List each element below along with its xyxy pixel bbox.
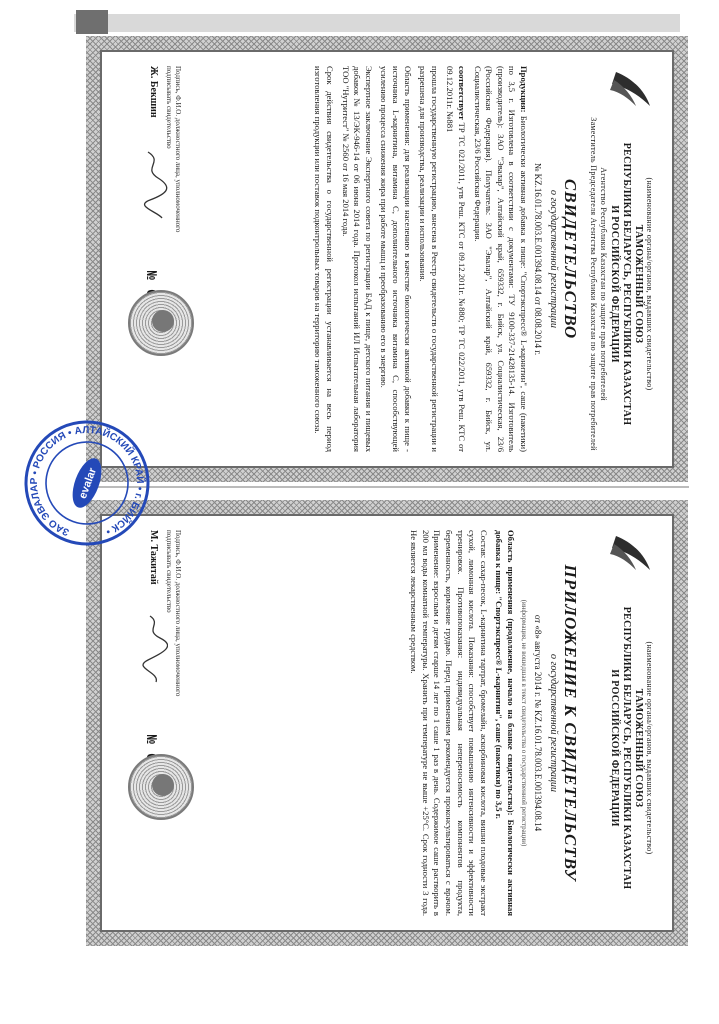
customs-union-emblem-icon [608,530,654,574]
validity-text: Срок действия свидетельства о государственной регистрации устанавливается на весь период изготовления продукции или поставок подконтрольных товаров на территорию таможенного союза. [313,66,336,452]
appendix-usage-text: Область применения (продолжение, начало на бланке свидетельства): Биологически активная добавка к пище: "Спортэкспресс® L-карнитин", саше (пакетики) по 3,5 г. [494,530,516,916]
certificate-bottom-header-text [608,580,654,916]
official-seal-icon [128,290,194,356]
certificate-top-body [312,66,529,452]
union-name: ТАМОЖЕННЫЙ СОЮЗ [633,688,644,808]
company-stamp-icon [22,418,152,548]
agency-line-1: Агентство Республики Казахстан по защите прав потребителей [599,167,608,401]
union-federation: И РОССИЙСКОЙ ФЕДЕРАЦИИ [609,669,620,827]
issuer-caption: (наименование органа/органов, выдавших свидетельство) [645,177,654,391]
certificate-top-rotated [106,54,668,464]
signature-caption: Подпись, Ф.И.О. должностного лица, уполномоченного подписывать свидетельство [165,66,182,233]
page-fold-line [86,486,689,488]
certificate-top-header [584,66,654,452]
certificate-bottom [86,500,688,946]
union-countries: РЕСПУБЛИКИ БЕЛАРУСЬ, РЕСПУБЛИКИ КАЗАХСТАН [621,142,632,426]
certificate-top-header-text [588,116,654,452]
agency-line-2: Заместитель Председателя Агентства Республики Казахстан по защите прав потребителей [589,117,598,451]
certificate-bottom-inner [100,514,674,932]
certificate-top-inner [100,50,674,468]
stamp-center-text: evalar [76,466,100,501]
certificate-bottom-footer [120,530,210,916]
official-seal-icon [128,754,194,820]
customs-union-emblem-icon [608,66,654,110]
compliance-text: ТР ТС 021/2011, утв Реш. КТС от 09.12.2011г. №880; ТР ТС 022/2011, утв Реш. КТС от 09.12.2011г. №881 [445,66,468,453]
certificate-subtitle: о государственной регистрации [548,189,559,329]
certificate-bottom-rotated [106,518,668,928]
certificate-bottom-header [584,530,654,916]
union-name: ТАМОЖЕННЫЙ СОЮЗ [633,224,644,344]
expert-text: Экспертное заключение Экспертного совета по регистрации БАД к пище, детского питания и пищевых добавок № 13/ЭК-946-14 от 06 июня 2014 года. Протокол испытаний ИЛ Испытательная лаборатория ТОО "Нутритест" № 2560 от 16 мая 2014 года. [340,66,374,452]
registration-date: от 08.08.2014 г. [533,296,543,356]
certificate-top [86,36,688,482]
product-label: Продукция: [519,66,529,113]
registration-number: № KZ.16.01.78.003.E.001394.08.14 [533,162,543,295]
union-countries: РЕСПУБЛИКИ БЕЛАРУСЬ, РЕСПУБЛИКИ КАЗАХСТАН [621,606,632,890]
usage-text: Область применения: для реализации населению в качестве биологически активной добавки к пище - источника L-карнитина, витамина С, дополнительного источника витамина С, способствующей усилению процесса снижения жира при работе мышц и преобразованию его в энергию. [379,66,413,452]
appendix-composition-text: Состав: сахар-песок, L-карнитина тартрат, бромелайн, аскорбиновая кислота, вишни плодовые экстракт сухой, лимонная кислота. Показания: способствует повышению интенсивности и эффективности тренировок. Противопоказания: индивидуальная непереносимость компонентов продукта, беременность, кормление грудью. Перед применением рекомендуется проконсультироваться с врачом. Применение: взрослым и детям старше 14 лет по 1 саше 1 раз в день. Содержимое саше растворить в 200 мл воды комнатной температуры. Хранить при температуре не выше +25°С. Срок годности 3 года. Не является лекарственным средством. [409,530,489,916]
signature-caption: Подпись, Ф.И.О. должностного лица, уполномоченного подписывать свидетельство [165,530,182,697]
compliance-label: соответствует [457,66,468,120]
signer-name: М. Тажитай [148,530,159,585]
registry-text: прошла государственную регистрацию, внесена в Реестр свидетельств о государственной регистрации и разрешена для производства, реализации и использования. [418,66,440,452]
certificate-title: СВИДЕТЕЛЬСТВО [561,178,580,340]
appendix-subtitle: о государственной регистрации [548,653,559,793]
signature-mark-icon [140,150,168,220]
scan-edge [76,10,108,34]
product-text: Биологически активная добавка к пище: "Спортэкспресс® L-карнитин", саше (пакетики) по 3,5 г. Изготовлена в соответствии с документами: ТУ 9100-337-21428135-14. Изготовитель (производитель): ЗАО "Эвалар", Алтайский край, 659332, г. Бийск, ул. Социалистическая, 23/6 (Российская Федерация). Получатель: ЗАО "Эвалар", Алтайский край, 659332, г. Бийск, ул. Социалистическая, 23/6 Российская Федерация. [472,66,529,452]
certificate-bottom-body [408,530,516,916]
stamp-ring-text: ЗАО ЭВАЛАР • РОССИЯ • АЛТАЙСКИЙ КРАЙ • г. БИЙСК • [28,424,146,538]
issuer-caption: (наименование органа/органов, выдавших свидетельство) [645,641,654,855]
signer-name: Ж. Бекшин [148,66,159,118]
signature-mark-icon [140,614,168,684]
scan-strip [74,14,680,32]
union-federation: И РОССИЙСКОЙ ФЕДЕРАЦИИ [609,205,620,363]
registration-number-line [533,66,543,452]
certificate-bottom-page [106,518,668,928]
appendix-date-line: от «8» августа 2014 г. № KZ.16.01.78.003.E.001394.08.14 [533,614,543,832]
certificate-top-page [106,54,668,464]
appendix-caption: (информация, не вошедшая в текст свидетельства о государственной регистрации) [520,599,528,847]
certificate-top-footer [120,66,210,452]
appendix-title: ПРИЛОЖЕНИЕ К СВИДЕТЕЛЬСТВУ [561,564,580,882]
